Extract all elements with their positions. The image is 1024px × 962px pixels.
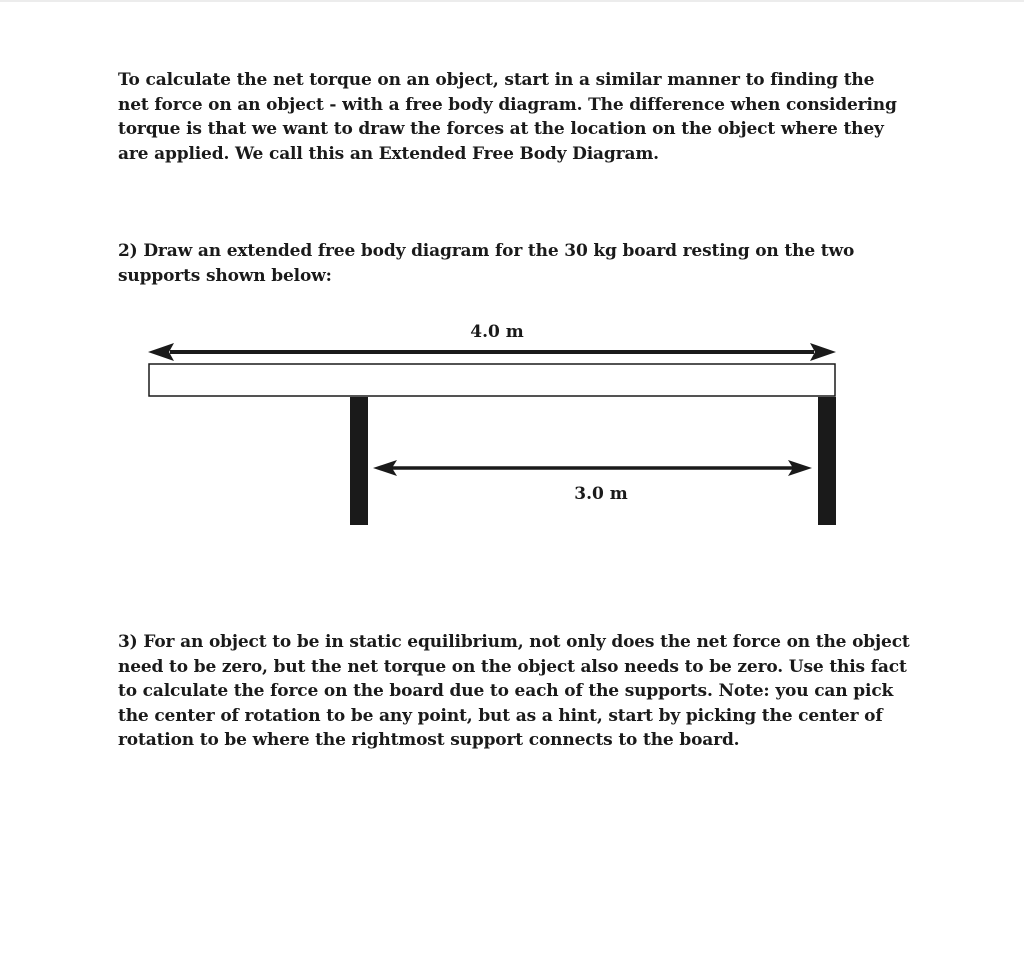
board-length-label: 4.0 m	[470, 322, 524, 342]
board	[149, 364, 835, 396]
board-length-dimension-arrow	[148, 343, 836, 361]
question-2-text: 2) Draw an extended free body diagram for the 30 kg board resting on the two supports shown below:	[118, 241, 855, 286]
support-spacing-dimension-arrow	[373, 460, 812, 476]
board-supports-diagram	[0, 300, 1024, 540]
left-support	[350, 397, 368, 525]
question-3-text: 3) For an object to be in static equilibrium, not only does the net force on the object need to be zero, but the net torque on the object also needs to be zero. Use this fact to calculate the force on the board due to each of the supports. Note: you can pick the center of rotation to be any point, but as a hint, start by picking the center of rotation to be where the rightmost support connects to the board.	[118, 632, 910, 750]
page-top-border	[0, 0, 1024, 2]
right-support	[818, 397, 836, 525]
intro-paragraph: To calculate the net torque on an object, start in a similar manner to finding the net force on an object - with a free body diagram. The difference when considering torque is that we want to draw the forces at the location on the object where they are applied. We call this an Extended Free Body Diagram.	[118, 70, 897, 164]
support-spacing-label: 3.0 m	[574, 484, 628, 504]
